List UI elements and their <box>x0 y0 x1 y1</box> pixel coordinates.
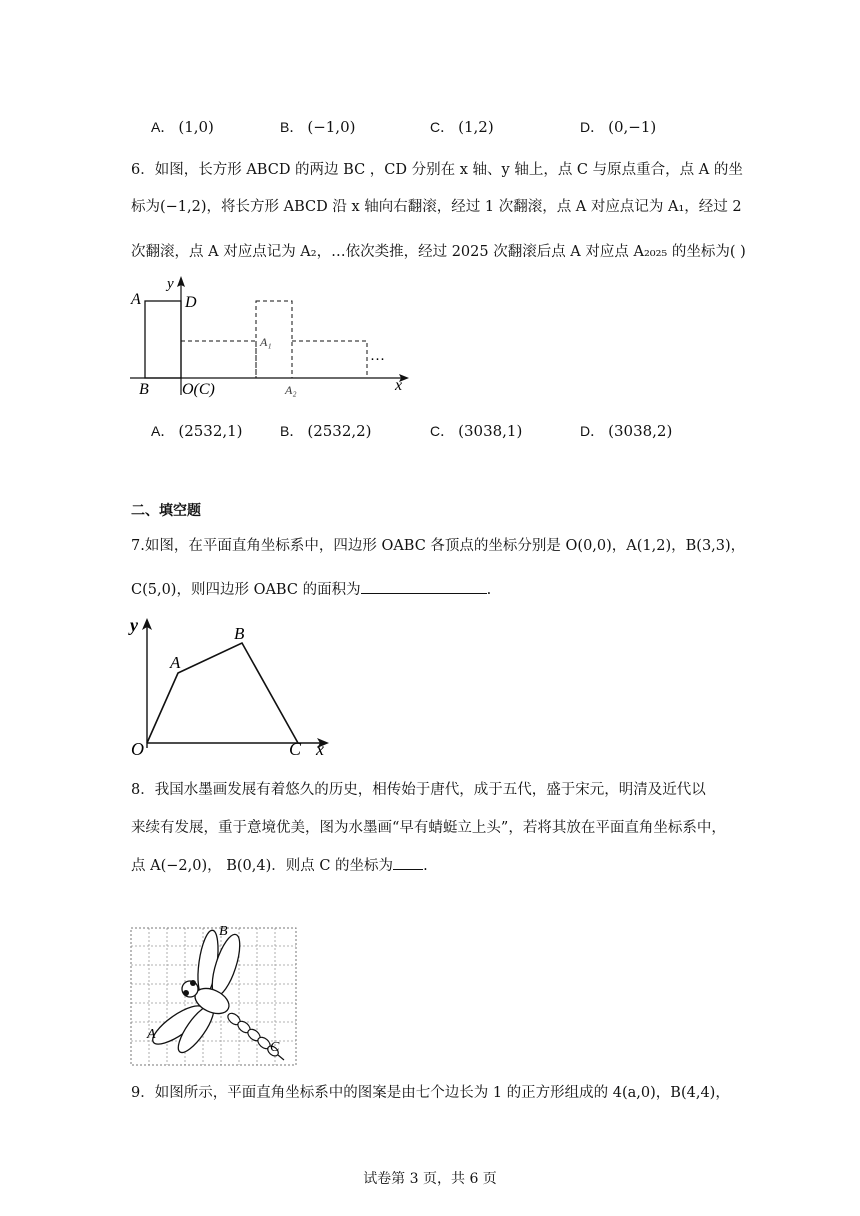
q6-label-d: D <box>185 294 197 311</box>
q6-option-b: B． (2532,2) <box>280 422 372 440</box>
q6-label-a: A <box>131 291 141 308</box>
q9-text-line1: 9．如图所示，平面直角坐标系中的图案是由七个边长为 1 的正方形组成的 4(a,0)，B(4,4)， <box>131 1085 730 1101</box>
page-footer: 试卷第 3 页，共 6 页 <box>363 1171 497 1187</box>
q6-text-line1: 6．如图，长方形 ABCD 的两边 BC ，CD 分别在 x 轴、y 轴上，点 C 与原点重合，点 A 的坐 <box>131 162 743 178</box>
q8-text-line3: 点 A(−2,0)， B(0,4)．则点 C 的坐标为 . <box>131 854 428 875</box>
section-title-fill-in: 二、填空题 <box>131 503 201 519</box>
q6-label-a2: A₂ <box>285 383 297 397</box>
q8-label-b: B <box>219 925 228 939</box>
q6-label-b: B <box>139 381 149 398</box>
q7-text-line1: 7.如图，在平面直角坐标系中，四边形 OABC 各顶点的坐标分别是 O(0,0)，A(1,2)，B(3,3)， <box>131 538 746 554</box>
q5-option-c: C． (1,2) <box>430 118 494 136</box>
q7-label-o: O <box>131 739 144 758</box>
q6-option-c: C． (3038,1) <box>430 422 523 440</box>
q7-label-x: x <box>316 739 324 758</box>
q8-text-line1: 8．我国水墨画发展有着悠久的历史，相传始于唐代，成于五代，盛于宋元，明清及近代以 <box>131 782 706 798</box>
q6-label-dots: ··· <box>370 352 385 368</box>
q5-option-d: D． (0,−1) <box>580 118 657 136</box>
q7-text-line2: C(5,0)，则四边形 OABC 的面积为 . <box>131 578 491 599</box>
q8-answer-blank[interactable] <box>393 855 423 870</box>
q8-text-line2: 来续有发展，重于意境优美，图为水墨画“早有蜻蜓立上头”，若将其放在平面直角坐标系中， <box>131 820 726 836</box>
q8-dragonfly-figure <box>128 925 300 1070</box>
q5-option-b: B． (−1,0) <box>280 118 356 136</box>
q6-text-line3: 次翻滚，点 A 对应点记为 A₂，…依次类推，经过 2025 次翻滚后点 A 对应点 A₂₀₂₅ 的坐标为( ) <box>131 244 746 260</box>
q6-rectangle-roll-figure <box>125 270 425 400</box>
q7-label-a: A <box>170 653 181 672</box>
q6-text-line2: 标为(−1,2)，将长方形 ABCD 沿 x 轴向右翻滚，经过 1 次翻滚，点 A 对应点记为 A₁，经过 2 <box>131 199 742 215</box>
q6-label-origin: O(C) <box>182 381 215 398</box>
q7-quadrilateral-figure <box>125 613 340 758</box>
q6-label-x: x <box>395 377 403 394</box>
q5-option-a: A． (1,0) <box>151 118 214 136</box>
q6-label-a1: A₁ <box>260 335 272 349</box>
q6-option-d: D． (3038,2) <box>580 422 673 440</box>
q6-label-y: y <box>167 276 174 292</box>
q7-answer-blank[interactable] <box>361 579 487 594</box>
q7-label-c: C <box>289 739 302 758</box>
q6-option-a: A． (2532,1) <box>151 422 243 440</box>
q8-label-a: A <box>147 1027 156 1042</box>
q8-label-c: C <box>270 1040 280 1055</box>
q7-label-y: y <box>130 615 138 635</box>
q7-label-b: B <box>234 624 245 643</box>
